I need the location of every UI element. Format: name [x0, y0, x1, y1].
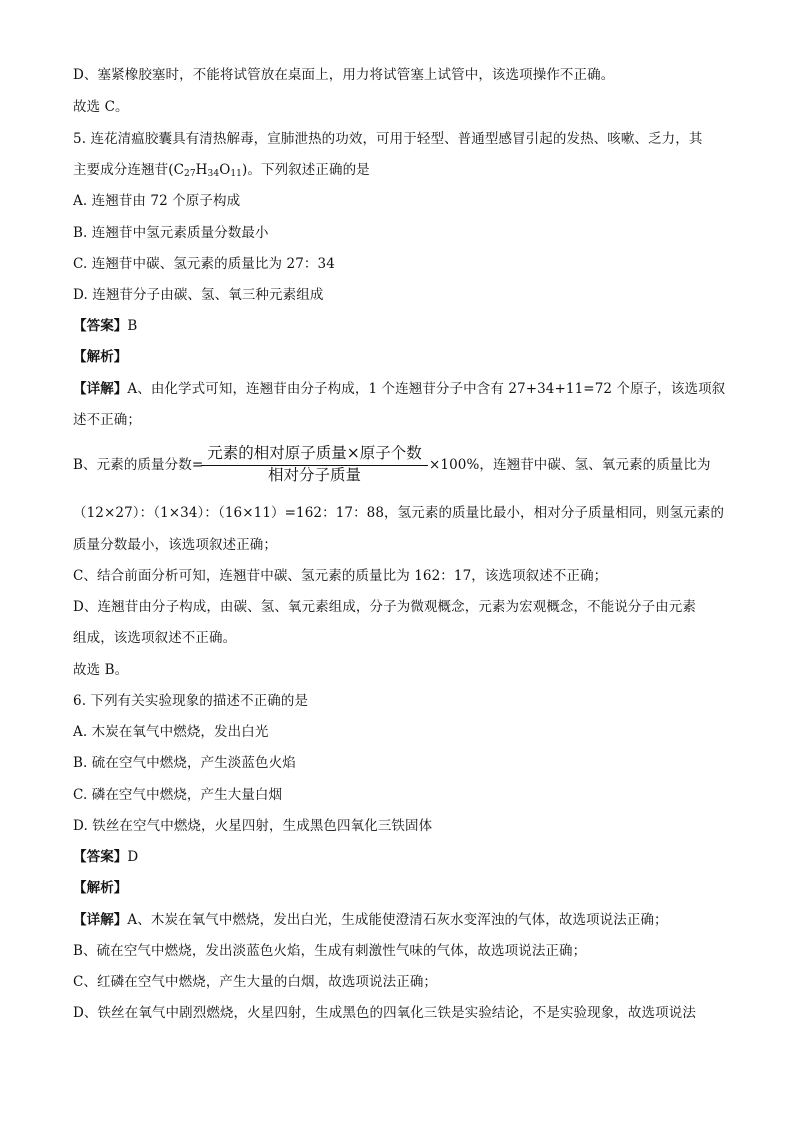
detail-line: 质量分数最小，该选项叙述正确； [73, 537, 277, 553]
detail-line: （12×27）：（1×34）：（16×11）=162：17：88，氢元素的质量比最小，相对分子质量相同，则氢元素的 [73, 505, 725, 521]
formula-suffix: ×100%，连翘苷中碳、氢、氧元素的质量比为 [429, 457, 711, 473]
option-d: D. 铁丝在空气中燃烧，火星四射，生成黑色四氧化三铁固体 [73, 818, 433, 834]
detail-line: 述不正确； [73, 412, 141, 428]
detail-line: 组成，该选项叙述不正确。 [73, 630, 237, 646]
question-5-stem-cont [73, 160, 370, 180]
detail-text: A、由化学式可知，连翘苷由分子构成，1 个连翘苷分子中含有 27+34+11=72 个原子，该选项叙 [127, 381, 726, 397]
mass-fraction-formula [201, 443, 428, 487]
text-line: D、塞紧橡胶塞时，不能将试管放在桌面上，用力将试管塞上试管中，该选项操作不正确。 [73, 67, 615, 83]
detail-line: D、铁丝在氧气中剧烈燃烧，火星四射，生成黑色的四氧化三铁是实验结论，不是实验现象，故选项说法 [73, 1005, 696, 1021]
detail-tag: 【详解】 [73, 381, 128, 397]
answer-line [73, 847, 138, 867]
question-5-stem: 5. 连花清瘟胶囊具有清热解毒，宣肺泄热的功效，可用于轻型、普通型感冒引起的发热、咳嗽、乏力，其 [73, 131, 703, 147]
detail-line: C、结合前面分析可知，连翘苷中碳、氢元素的质量比为 162：17，该选项叙述不正确； [73, 568, 608, 584]
subscript: 27 [184, 169, 196, 179]
option-a: A. 连翘苷由 72 个原子构成 [73, 193, 241, 209]
option-b: B. 连翘苷中氢元素质量分数最小 [73, 225, 269, 241]
answer-line [73, 316, 137, 336]
subscript: 11 [230, 169, 243, 179]
answer-value: B [127, 318, 138, 334]
analysis-tag: 【解析】 [73, 349, 128, 365]
answer-tag: 【答案】 [73, 318, 128, 334]
element-symbol: H [195, 162, 208, 178]
element-symbol: O [219, 162, 231, 178]
option-c: C. 连翘苷中碳、氢元素的质量比为 27：34 [73, 256, 335, 272]
detail-text: A、木炭在氧气中燃烧，发出白光，生成能使澄清石灰水变浑浊的气体，故选项说法正确； [127, 912, 668, 928]
stem-text: )。下列叙述正确的是 [242, 162, 370, 178]
option-c: C. 磷在空气中燃烧，产生大量白烟 [73, 787, 283, 803]
question-6-stem: 6. 下列有关实验现象的描述不正确的是 [73, 693, 309, 709]
text-line: 故选 C。 [73, 99, 129, 115]
formula-prefix: B、元素的质量分数= [73, 457, 204, 473]
detail-tag: 【详解】 [73, 912, 128, 928]
subscript: 34 [207, 169, 220, 179]
detail-line [73, 910, 668, 930]
analysis-tag: 【解析】 [73, 880, 128, 896]
detail-line: D、连翘苷由分子构成，由碳、氢、氧元素组成，分子为微观概念，元素为宏观概念，不能说分子由元素 [73, 599, 696, 615]
detail-line: C、红磷在空气中燃烧，产生大量的白烟，故选项说法正确； [73, 974, 438, 990]
stem-text: 主要成分连翘苷(C [73, 162, 184, 178]
answer-tag: 【答案】 [73, 849, 128, 865]
option-b: B. 硫在空气中燃烧，产生淡蓝色火焰 [73, 755, 296, 771]
option-d: D. 连翘苷分子由碳、氢、氧三种元素组成 [73, 287, 324, 303]
answer-value: D [127, 849, 139, 865]
detail-line: B、硫在空气中燃烧，发出淡蓝色火焰，生成有刺激性气味的气体，故选项说法正确； [73, 943, 587, 959]
fraction-denominator: 相对分子质量 [267, 466, 361, 484]
detail-line [73, 379, 725, 399]
choose-line: 故选 B。 [73, 662, 129, 678]
fraction-numerator: 元素的相对原子质量×原子个数 [207, 444, 422, 462]
option-a: A. 木炭在氧气中燃烧，发出白光 [73, 724, 269, 740]
